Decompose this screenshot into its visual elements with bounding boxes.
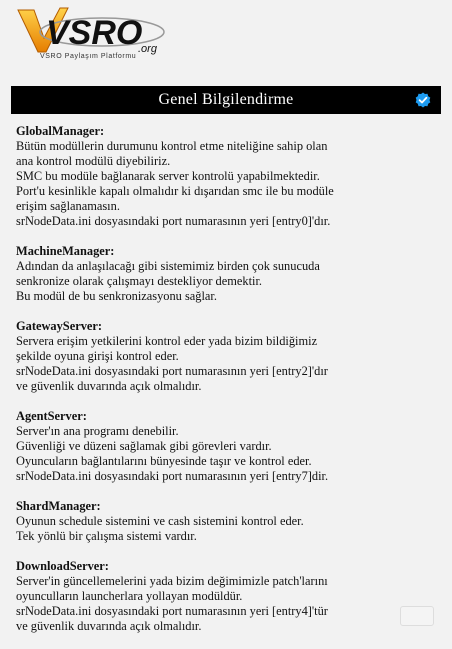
section-text-line: ve güvenlik duvarında açık olmalıdır.: [16, 619, 202, 633]
section-text-line: Servera erişim yetkilerini kontrol eder yada bizim bildiğimiz: [16, 334, 318, 348]
section-text-line: erişim sağlanamasın.: [16, 199, 120, 213]
section-title: GlobalManager:: [16, 124, 105, 138]
section: [16, 409, 436, 484]
section-title: ShardManager:: [16, 499, 101, 513]
section-text-line: ana kontrol modülü diyebiliriz.: [16, 154, 171, 168]
section-text-line: srNodeData.ini dosyasındaki port numarasının yeri [entry0]'dır.: [16, 214, 331, 228]
section-text-line: Server'ın ana programı denebilir.: [16, 424, 179, 438]
section-title: DownloadServer:: [16, 559, 109, 573]
section-text-line: Oyuncuların bağlantılarını bünyesinde taşır ve kontrol eder.: [16, 454, 312, 468]
section-text-line: ve güvenlik duvarında açık olmalıdır.: [16, 379, 202, 393]
logo-tagline: VSRO Paylaşım Platformu: [40, 53, 137, 60]
page-header: [11, 86, 441, 114]
section-text-line: Bu modül de bu senkronizasyonu sağlar.: [16, 289, 217, 303]
section-text-line: senkronize olarak çalışmayı destekliyor demektir.: [16, 274, 263, 288]
section: [16, 124, 436, 229]
section-title: MachineManager:: [16, 244, 115, 258]
section-text-line: srNodeData.ini dosyasındaki port numarasının yeri [entry7]dir.: [16, 469, 329, 483]
section-text-line: SMC bu modüle bağlanarak server kontrolü yapabilmektedir.: [16, 169, 320, 183]
section: [16, 244, 436, 304]
section-text-line: Adından da anlaşılacağı gibi sistemimiz birden çok sunucuda: [16, 259, 320, 273]
section-text-line: Bütün modüllerin durumunu kontrol etme niteliğine sahip olan: [16, 139, 328, 153]
section-text-line: Tek yönlü bir çalışma sistemi vardır.: [16, 529, 197, 543]
section-text-line: Server'in güncellemelerini yada bizim değimimizle patch'larını: [16, 574, 328, 588]
scroll-to-top-icon[interactable]: [400, 606, 434, 626]
section-text-line: srNodeData.ini dosyasındaki port numarasının yeri [entry2]'dır: [16, 364, 328, 378]
verified-badge-icon: [415, 92, 431, 108]
section-text-line: Güvenliği ve düzeni sağlamak gibi görevleri vardır.: [16, 439, 272, 453]
section-title: AgentServer:: [16, 409, 87, 423]
section-text-line: Port'u kesinlikle kapalı olmalıdır ki dışarıdan smc ile bu modüle: [16, 184, 334, 198]
page-title: Genel Bilgilendirme: [158, 91, 294, 108]
section-text-line: srNodeData.ini dosyasındaki port numarasının yeri [entry4]'tür: [16, 604, 328, 618]
section-title: GatewayServer:: [16, 319, 103, 333]
section: [16, 559, 436, 634]
section-text-line: oyunculların launcherlara yollayan modüldür.: [16, 589, 243, 603]
section-text-line: şekilde oyuna girişi kontrol eder.: [16, 349, 179, 363]
article-body: [16, 124, 436, 649]
section: [16, 499, 436, 544]
logo-suffix: .org: [138, 43, 157, 55]
section-text-line: Oyunun schedule sistemini ve cash sistemini kontrol eder.: [16, 514, 304, 528]
logo-text: VSRO: [46, 14, 143, 52]
section: [16, 319, 436, 394]
